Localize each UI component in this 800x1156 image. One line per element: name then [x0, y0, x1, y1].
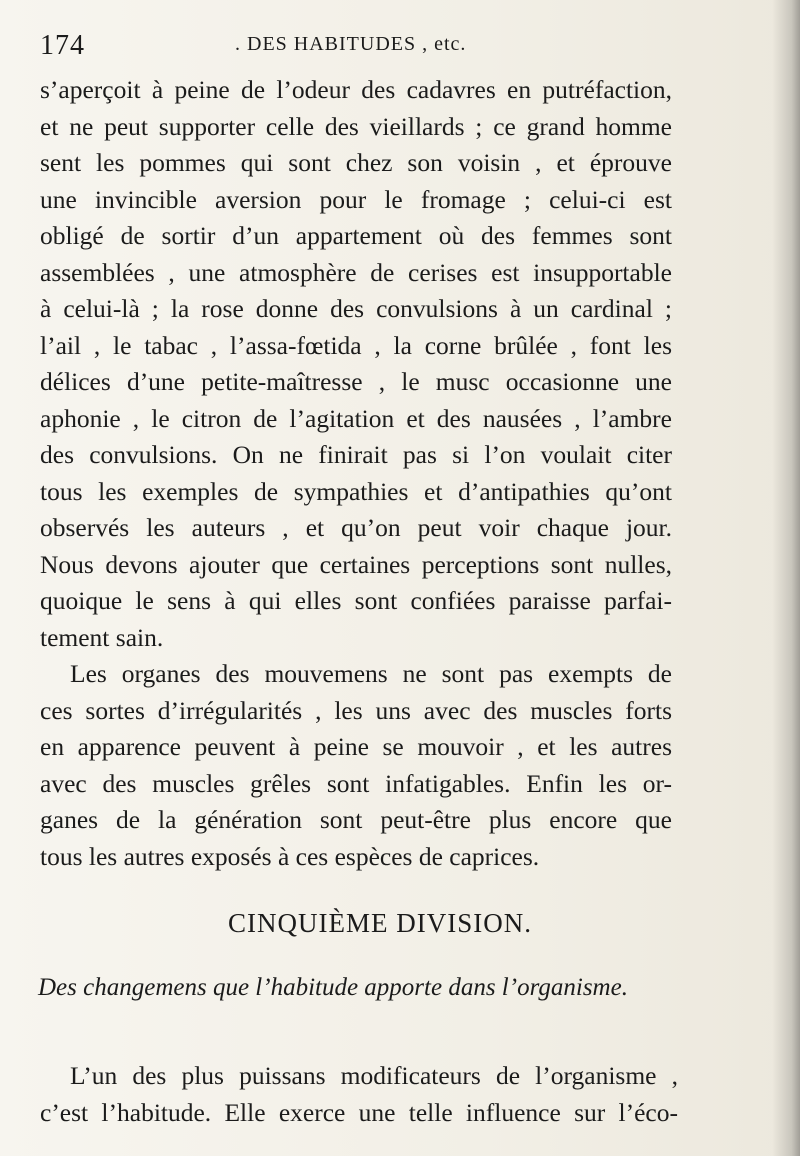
- text-line: ces sortes d’irrégularités , les uns avec des muscles forts: [40, 695, 672, 725]
- section-subheading: Des changemens que l’habitude apporte dans l’organisme.: [38, 974, 628, 1001]
- text-line: obligé de sortir d’un appartement où des femmes sont: [40, 221, 672, 250]
- paragraph-3: [40, 1058, 678, 1131]
- text-line: tous les autres exposés à ces espèces de caprices.: [40, 841, 540, 871]
- text-line: avec des muscles grêles sont infatigables. Enfin les or-: [40, 768, 672, 798]
- text-line: une invincible aversion pour le fromage ; celui-ci est: [40, 184, 672, 214]
- text-line: assemblées , une atmosphère de cerises est insupportable: [40, 257, 672, 287]
- page-header: [40, 30, 700, 70]
- text-line: tement sain.: [40, 622, 164, 652]
- text-line: L’un des plus puissans modificateurs de l’organisme ,: [70, 1061, 678, 1090]
- text-line: observés les auteurs , et qu’on peut voir chaque jour.: [40, 513, 672, 542]
- text-line: tous les exemples de sympathies et d’antipathies qu’ont: [40, 476, 672, 506]
- text-line: quoique le sens à qui elles sont confiées paraisse parfai-: [40, 586, 672, 615]
- text-line: Nous devons ajouter que certaines perceptions sont nulles,: [40, 549, 672, 579]
- text-line: à celui-là ; la rose donne des convulsions à un cardinal ;: [40, 294, 672, 323]
- page-number: 174: [40, 30, 85, 61]
- text-line: en apparence peuvent à peine se mouvoir , et les autres: [40, 732, 672, 761]
- text-line: aphonie , le citron de l’agitation et des nausées , l’ambre: [40, 403, 672, 433]
- text-line: l’ail , le tabac , l’assa-fœtida , la corne brûlée , font les: [40, 330, 672, 360]
- paragraph-1: [40, 72, 672, 875]
- text-line: sent les pommes qui sont chez son voisin , et éprouve: [40, 148, 672, 177]
- text-line: s’aperçoit à peine de l’odeur des cadavres en putréfaction,: [40, 75, 672, 104]
- text-line: c’est l’habitude. Elle exerce une telle influence sur l’éco-: [40, 1097, 678, 1127]
- text-line: Les organes des mouvemens ne sont pas exempts de: [70, 659, 672, 688]
- text-line: délices d’une petite-maîtresse , le musc occasionne une: [40, 367, 672, 396]
- text-line: des convulsions. On ne finirait pas si l’on voulait citer: [40, 440, 672, 469]
- page-gutter-shadow: [772, 0, 800, 1156]
- text-line: ganes de la génération sont peut-être plus encore que: [40, 805, 672, 834]
- running-head: . DES HABITUDES , etc.: [235, 33, 467, 55]
- section-heading: CINQUIÈME DIVISION.: [228, 908, 532, 938]
- text-line: et ne peut supporter celle des vieillards ; ce grand homme: [40, 111, 672, 141]
